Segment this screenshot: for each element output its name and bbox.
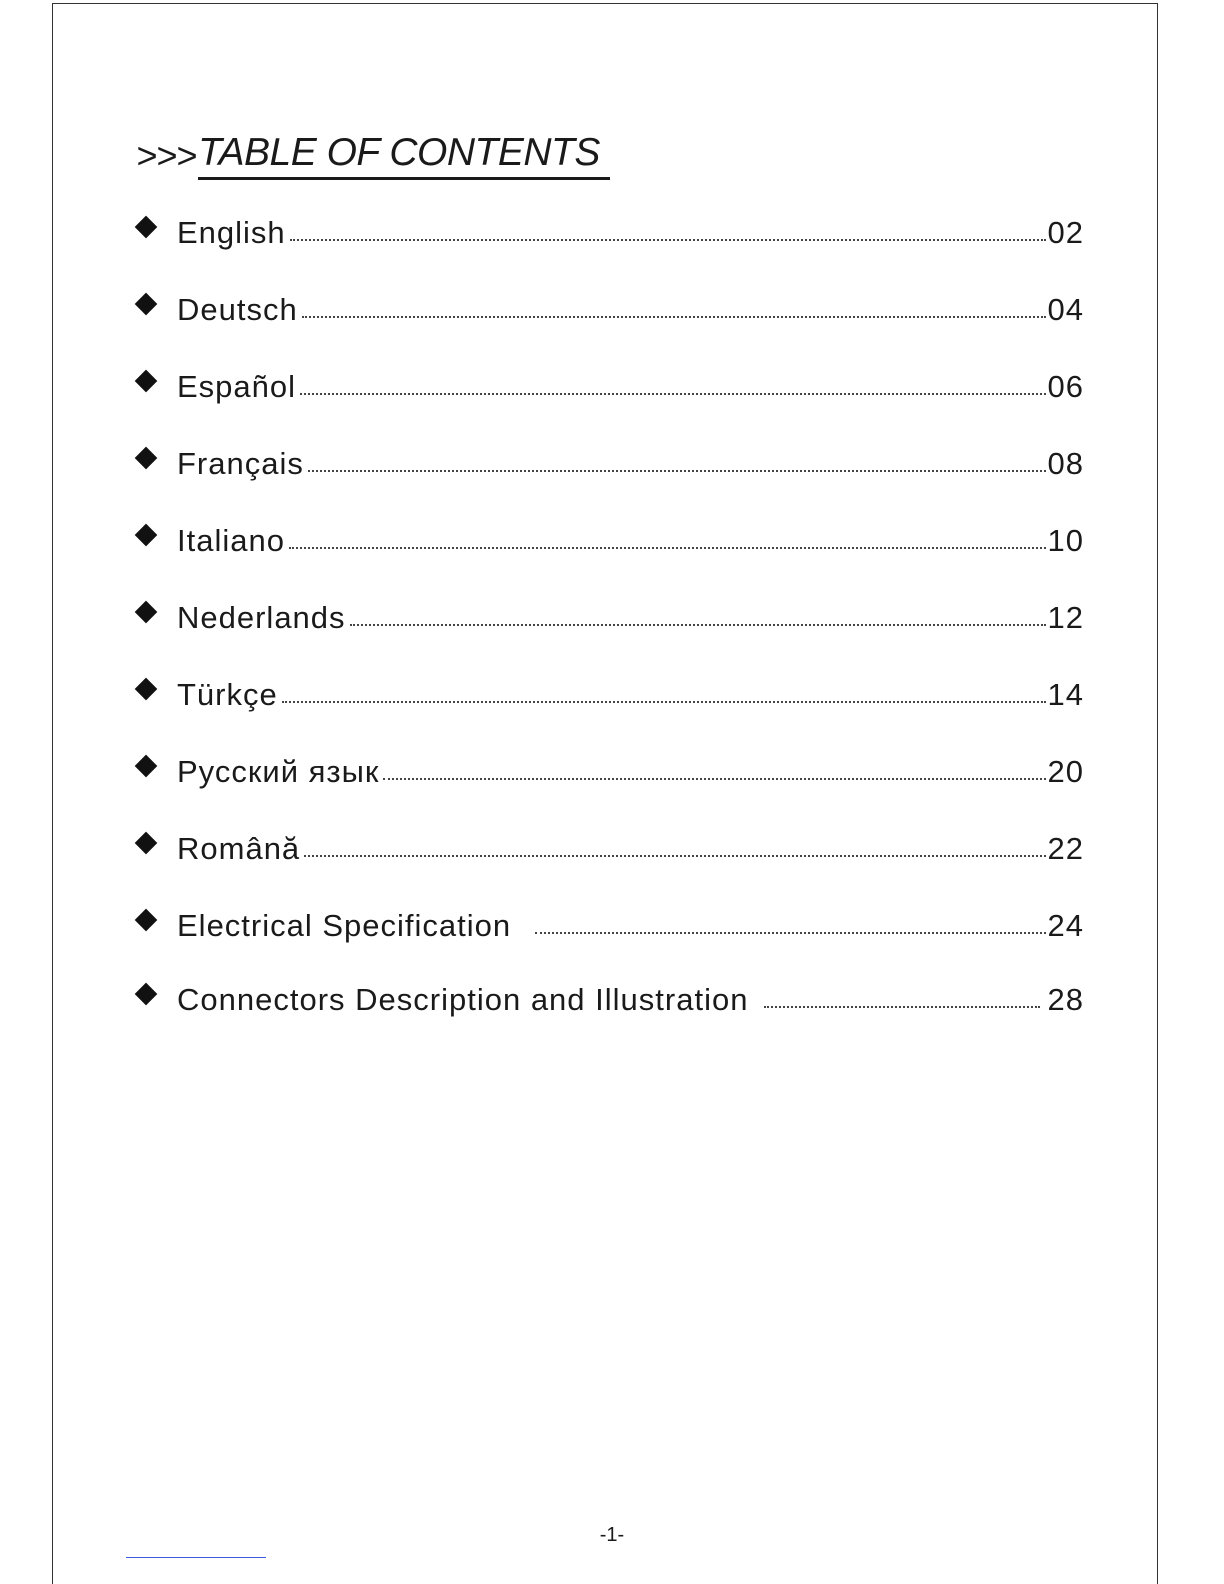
dot-leader xyxy=(302,316,1046,318)
toc-item-romana[interactable] xyxy=(134,831,1084,908)
footer-page-number: -1- xyxy=(599,1524,625,1546)
toc-label: Italiano xyxy=(177,523,285,558)
footer-rule xyxy=(126,1557,266,1558)
toc-label: Deutsch xyxy=(177,292,298,327)
diamond-bullet-icon xyxy=(134,685,177,705)
toc-item-electrical-specification[interactable] xyxy=(134,908,1084,985)
diamond-bullet-icon xyxy=(134,377,177,397)
toc-item-english[interactable] xyxy=(134,215,1084,292)
toc-label: Nederlands xyxy=(177,600,346,635)
page-title: TABLE OF CONTENTS xyxy=(198,129,610,180)
diamond-bullet-icon xyxy=(134,300,177,320)
toc-page-number: 14 xyxy=(1047,677,1084,712)
diamond-bullet-icon xyxy=(134,608,177,628)
toc-label: Electrical Specification xyxy=(177,908,512,943)
toc-item-russian[interactable] xyxy=(134,754,1084,831)
toc-page-number: 24 xyxy=(1047,908,1084,943)
dot-leader xyxy=(290,239,1046,241)
toc-item-turkce[interactable] xyxy=(134,677,1084,754)
toc-label: English xyxy=(177,215,286,250)
toc-item-italiano[interactable] xyxy=(134,523,1084,600)
diamond-bullet-icon xyxy=(134,223,177,243)
toc-label: Français xyxy=(177,446,304,481)
toc-item-francais[interactable] xyxy=(134,446,1084,523)
toc-label: Connectors Description and Illustration xyxy=(177,982,749,1017)
dot-leader xyxy=(350,624,1046,626)
toc-label: Español xyxy=(177,369,297,404)
diamond-bullet-icon xyxy=(134,839,177,859)
dot-leader xyxy=(300,393,1045,395)
toc-list xyxy=(134,215,1084,1059)
toc-page-number: 20 xyxy=(1047,754,1084,789)
toc-page-number: 28 xyxy=(1047,982,1084,1017)
dot-leader xyxy=(764,1006,1039,1008)
toc-item-connectors-description[interactable] xyxy=(134,982,1084,1059)
toc-page-number: 22 xyxy=(1047,831,1084,866)
diamond-bullet-icon xyxy=(134,454,177,474)
toc-page-number: 12 xyxy=(1047,600,1084,635)
diamond-bullet-icon xyxy=(134,990,177,1010)
toc-label: Română xyxy=(177,831,301,866)
toc-page-number: 10 xyxy=(1047,523,1084,558)
toc-item-espanol[interactable] xyxy=(134,369,1084,446)
toc-item-deutsch[interactable] xyxy=(134,292,1084,369)
toc-label: Türkçe xyxy=(177,677,278,712)
diamond-bullet-icon xyxy=(134,762,177,782)
toc-page-number: 06 xyxy=(1047,369,1084,404)
toc-label: Русский язык xyxy=(177,754,380,789)
toc-page-number: 08 xyxy=(1047,446,1084,481)
dot-leader xyxy=(308,470,1046,472)
dot-leader xyxy=(304,855,1045,857)
diamond-bullet-icon xyxy=(134,916,177,936)
toc-heading xyxy=(136,128,610,180)
toc-item-nederlands[interactable] xyxy=(134,600,1084,677)
dot-leader xyxy=(383,778,1045,780)
dot-leader xyxy=(282,701,1046,703)
heading-arrows: >>> xyxy=(136,135,197,176)
diamond-bullet-icon xyxy=(134,531,177,551)
toc-page-number: 02 xyxy=(1047,215,1084,250)
dot-leader xyxy=(289,547,1046,549)
dot-leader xyxy=(535,932,1045,934)
toc-page-number: 04 xyxy=(1047,292,1084,327)
